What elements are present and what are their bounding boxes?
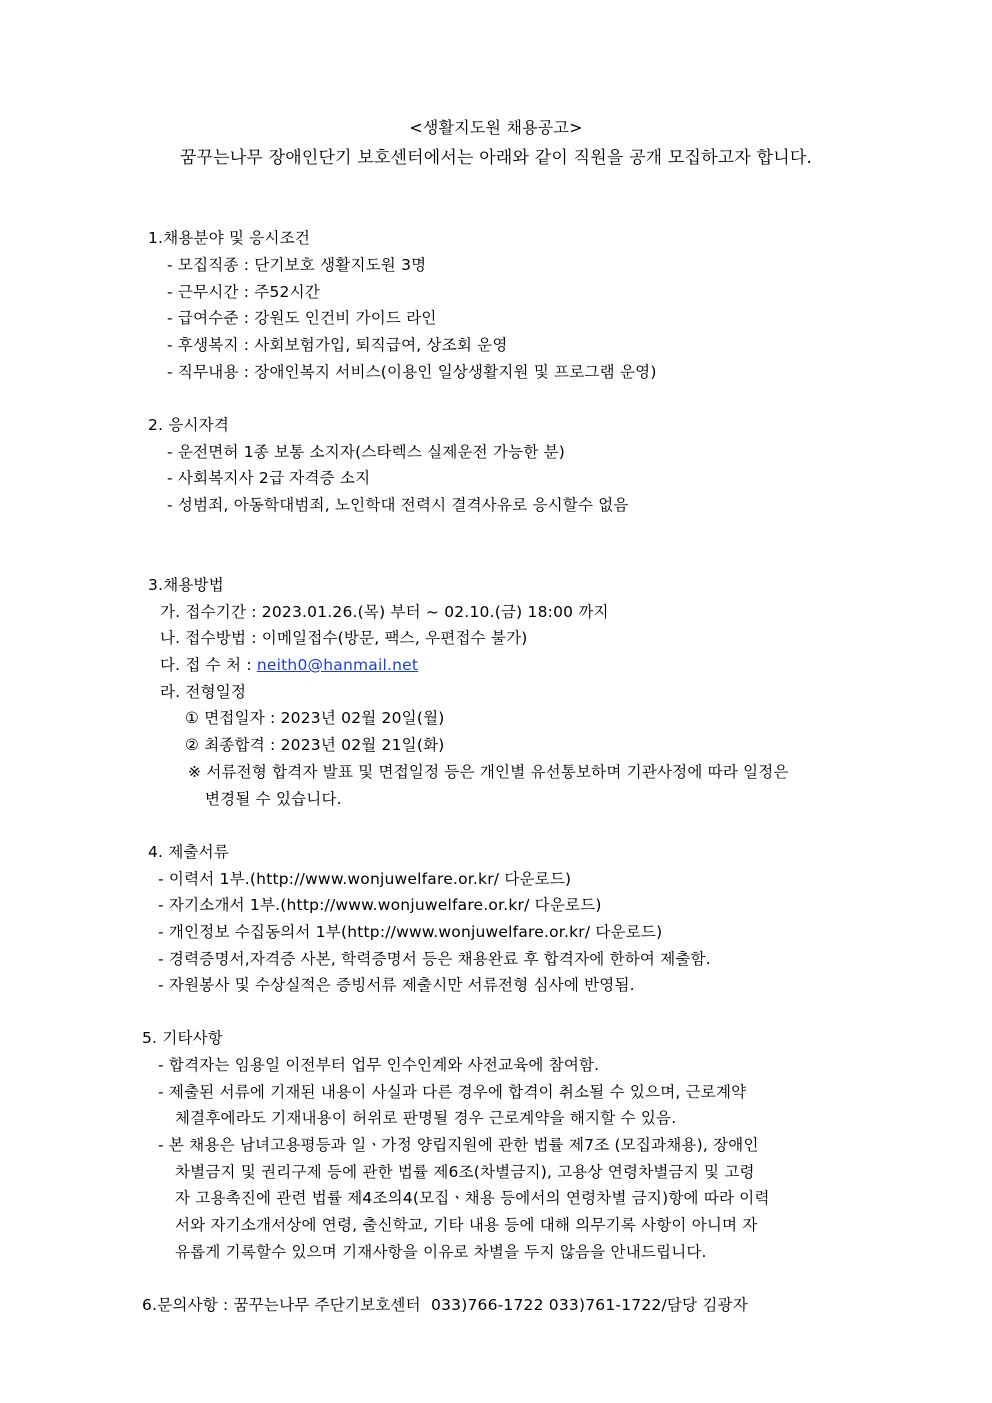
list-item: - 운전면허 1종 보통 소지자(스타렉스 실제운전 가능한 분)	[167, 443, 566, 461]
schedule-note-cont: 변경될 수 있습니다.	[205, 790, 342, 808]
list-item: - 자원봉사 및 수상실적은 증빙서류 제출시만 서류전형 심사에 반영됨.	[158, 976, 635, 994]
list-item: - 후생복지 : 사회보험가입, 퇴직급여, 상조회 운영	[167, 336, 508, 354]
application-address	[160, 655, 418, 675]
list-item: - 이력서 1부.(http://www.wonjuwelfare.or.kr/ 다운로드)	[158, 870, 572, 888]
contact-info: 6.문의사항 : 꿈꾸는나무 주단기보호센터 033)766-1722 033)761-1722/담당 김광자	[142, 1296, 748, 1314]
list-item: - 성범죄, 아동학대범죄, 노인학대 전력시 결격사유로 응시할수 없음	[167, 496, 629, 514]
notice-intro: 꿈꾸는나무 장애인단기 보호센터에서는 아래와 같이 직원을 공개 모집하고자 합니다.	[179, 148, 813, 168]
email-link[interactable]: neith0@hanmail.net	[256, 656, 419, 674]
list-item: - 급여수준 : 강원도 인건비 가이드 라인	[167, 309, 437, 327]
list-item: - 자기소개서 1부.(http://www.wonjuwelfare.or.kr/ 다운로드)	[158, 896, 602, 914]
interview-date: ① 면접일자 : 2023년 02월 20일(월)	[185, 709, 445, 727]
section-3-heading: 3.채용방법	[148, 576, 224, 594]
list-item: - 직무내용 : 장애인복지 서비스(이용인 일상생활지원 및 프로그램 운영)	[167, 363, 657, 381]
application-method: 나. 접수방법 : 이메일접수(방문, 팩스, 우편접수 불가)	[160, 629, 528, 647]
list-item-cont: 체결후에라도 기재내용이 허위로 판명될 경우 근로계약을 해지할 수 있음.	[175, 1109, 677, 1127]
list-item: - 본 채용은 남녀고용평등과 일ㆍ가정 양립지원에 관한 법률 제7조 (모집과채용), 장애인	[158, 1136, 759, 1154]
final-result-date: ② 최종합격 : 2023년 02월 21일(화)	[185, 736, 445, 754]
selection-schedule-heading: 라. 전형일정	[160, 683, 247, 701]
list-item: - 모집직종 : 단기보호 생활지도원 3명	[167, 256, 427, 274]
list-item-cont: 자 고용촉진에 관련 법률 제4조의4(모집ㆍ채용 등에서의 연령차별 금지)항에 따라 이력	[175, 1189, 770, 1207]
list-item: - 사회복지사 2급 자격증 소지	[167, 469, 371, 487]
list-item: - 개인정보 수집동의서 1부(http://www.wonjuwelfare.or.kr/ 다운로드)	[158, 923, 663, 941]
section-5-heading: 5. 기타사항	[142, 1029, 224, 1047]
notice-title: <생활지도원 채용공고>	[409, 118, 583, 137]
list-item: - 합격자는 임용일 이전부터 업무 인수인계와 사전교육에 참여함.	[158, 1056, 600, 1074]
list-item-cont: 서와 자기소개서상에 연령, 출신학교, 기타 내용 등에 대해 의무기록 사항이 아니며 자	[175, 1216, 758, 1234]
section-1-heading: 1.채용분야 및 응시조건	[148, 229, 311, 247]
list-item-cont: 유롭게 기록할수 있으며 기재사항을 이유로 차별을 두지 않음을 안내드립니다.	[175, 1243, 707, 1261]
list-item: - 제출된 서류에 기재된 내용이 사실과 다른 경우에 합격이 취소될 수 있으며, 근로계약	[158, 1083, 747, 1101]
application-period: 가. 접수기간 : 2023.01.26.(목) 부터 ~ 02.10.(금) 18:00 까지	[160, 603, 609, 621]
list-item: - 경력증명서,자격증 사본, 학력증명서 등은 채용완료 후 합격자에 한하여 제출함.	[158, 950, 711, 968]
list-item: - 근무시간 : 주52시간	[167, 283, 320, 301]
list-item-cont: 차별금지 및 권리구제 등에 관한 법률 제6조(차별금지), 고용상 연령차별금지 및 고령	[175, 1163, 755, 1181]
section-2-heading: 2. 응시자격	[148, 416, 230, 434]
section-4-heading: 4. 제출서류	[148, 843, 230, 861]
address-label: 다. 접 수 처 :	[160, 656, 257, 674]
schedule-note: ※ 서류전형 합격자 발표 및 면접일정 등은 개인별 유선통보하며 기관사정에 따라 일정은	[188, 763, 789, 781]
